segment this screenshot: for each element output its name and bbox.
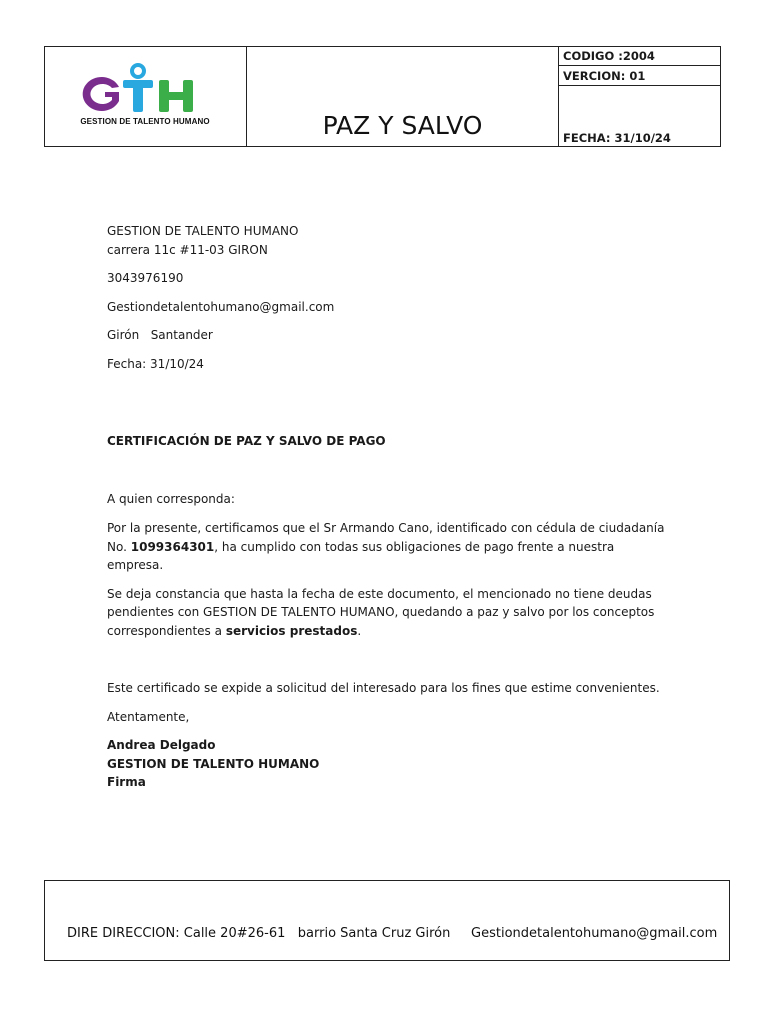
paragraph-1-text: Por la presente, certificamos que el Sr Armando Cano, identificado con cédula de ciudadanía No.	[107, 521, 665, 554]
sender-city: Girón Santander	[107, 328, 213, 342]
codigo-field: CODIGO :2004	[559, 47, 720, 66]
gth-logo	[75, 61, 215, 117]
footer-address: DIRE DIRECCION: Calle 20#26-61 barrio Santa Cruz Girón Gestiondetalentohumano@gmail.com	[67, 926, 718, 941]
logo-caption: GESTION DE TALENTO HUMANO	[80, 117, 210, 126]
closing: Atentamente,	[107, 709, 190, 724]
paragraph-3: Este certificado se expide a solicitud del interesado para los fines que estime convenientes.	[107, 681, 660, 695]
logo-cell	[45, 47, 247, 146]
signature-label: Firma	[107, 775, 146, 789]
sender-phone: 3043976190	[107, 271, 184, 285]
certificate-heading: CERTIFICACIÓN DE PAZ Y SALVO DE PAGO	[107, 434, 386, 448]
document-header	[44, 46, 721, 147]
salutation: A quien corresponda:	[107, 491, 235, 506]
signer-name: Andrea Delgado	[107, 738, 216, 752]
version-field: VERCION: 01	[559, 66, 720, 86]
title-cell	[247, 47, 559, 146]
meta-cell	[559, 47, 720, 146]
fecha-field: FECHA: 31/10/24	[563, 131, 671, 145]
paragraph-1-text-end: , ha cumplido con todas sus obligaciones de pago frente a nuestra empresa.	[107, 539, 615, 572]
id-number: 1099364301	[130, 539, 215, 554]
paragraph-2-text-end: .	[357, 623, 362, 638]
services-text: servicios prestados	[225, 623, 358, 638]
document-title: PAZ Y SALVO	[322, 111, 483, 140]
letter-content	[107, 222, 667, 792]
sender-date: Fecha: 31/10/24	[107, 356, 204, 371]
sender-address: carrera 11c #11-03 GIRON	[107, 242, 268, 257]
sender-company: GESTION DE TALENTO HUMANO	[107, 224, 299, 238]
document-footer	[44, 880, 730, 961]
signer-company: GESTION DE TALENTO HUMANO	[107, 756, 320, 771]
sender-email: Gestiondetalentohumano@gmail.com	[107, 299, 335, 314]
paragraph-2	[107, 585, 667, 641]
paragraph-2-text: Se deja constancia que hasta la fecha de este documento, el mencionado no tiene deudas pendientes con GESTION DE TALENTO HUMANO, quedando a paz y salvo por los conceptos correspondientes a	[107, 586, 655, 638]
paragraph-1	[107, 519, 667, 575]
